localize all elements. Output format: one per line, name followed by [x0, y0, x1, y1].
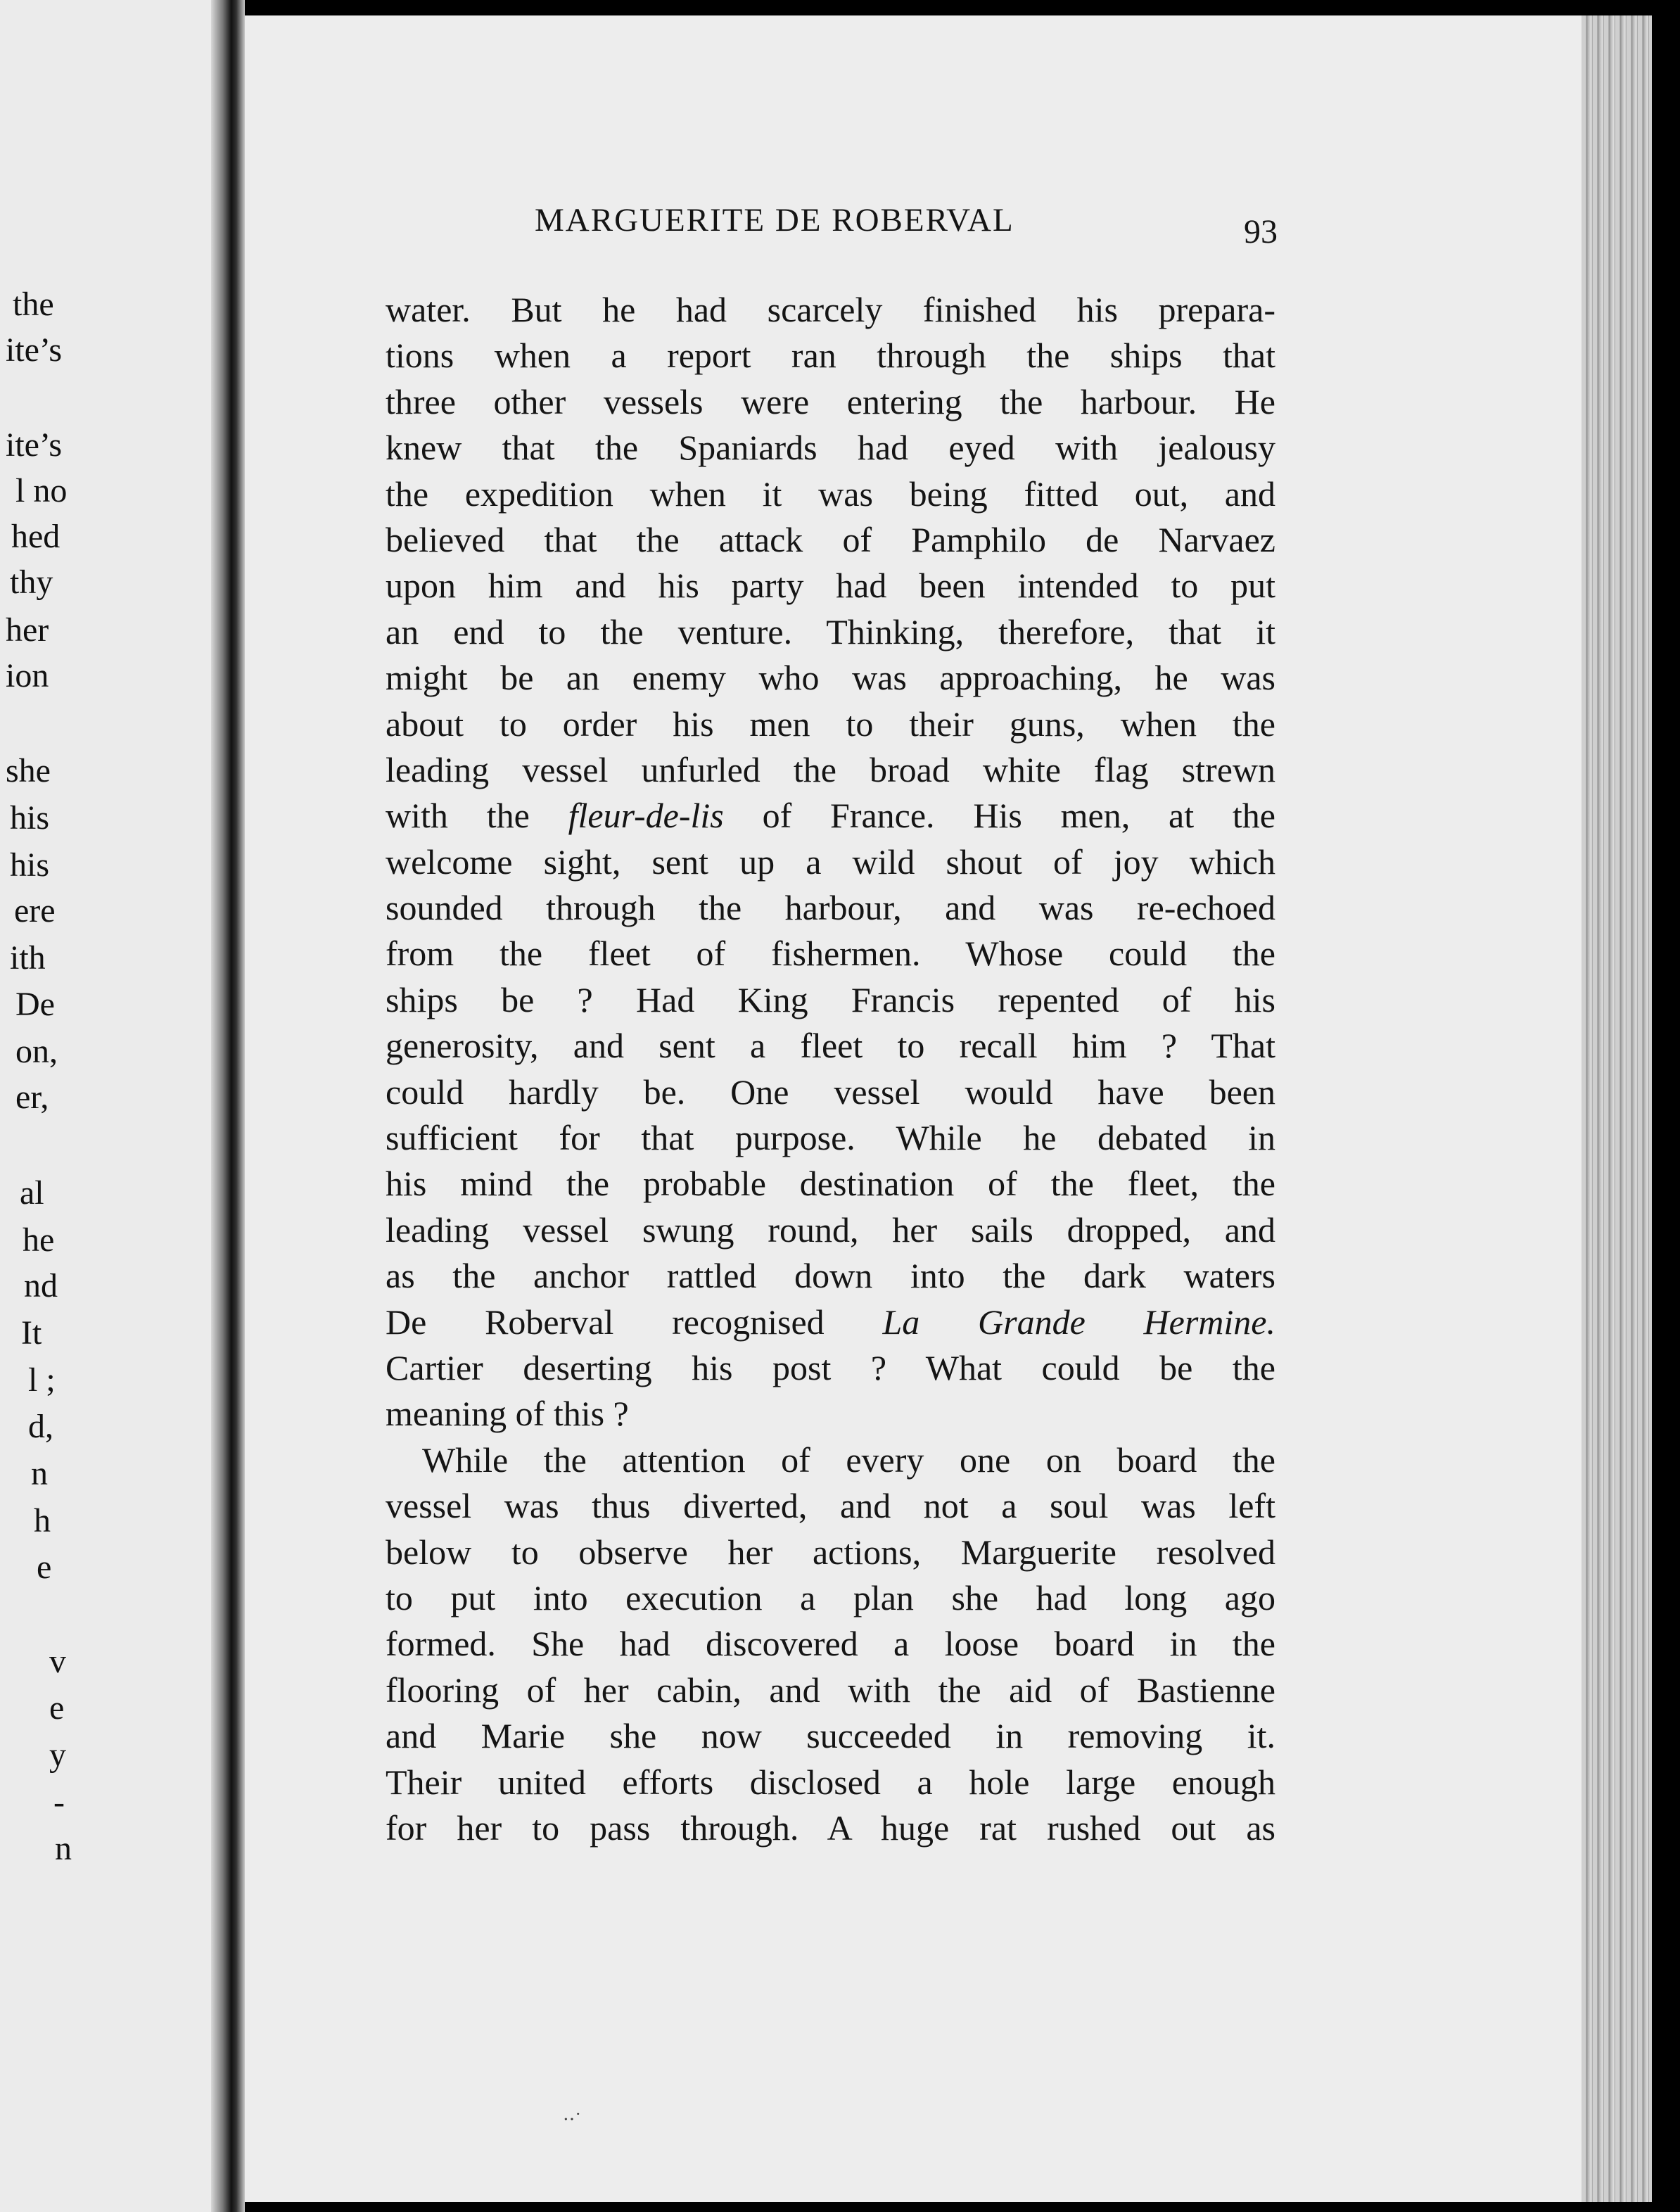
left-page-fragment: she [6, 752, 51, 789]
text-line [386, 379, 1275, 425]
left-page-fragment: er, [15, 1079, 49, 1116]
left-page-fragment: ite’s [6, 331, 62, 369]
text-line [386, 563, 1275, 609]
text-segment: three other vessels were entering the harbour. He [386, 381, 1275, 421]
text-segment: as the anchor rattled down into the dark waters [386, 1256, 1275, 1296]
left-page-fragment: hed [11, 518, 61, 555]
left-page-fragment: v [49, 1643, 66, 1680]
text-segment: and Marie she now succeeded in removing it. [386, 1716, 1275, 1756]
text-segment: sounded through the harbour, and was re-echoed [386, 888, 1275, 928]
left-page-fragment: De [15, 986, 55, 1023]
text-line [386, 1023, 1275, 1069]
left-page-fragment: her [6, 611, 49, 649]
text-line [386, 1713, 1275, 1759]
text-segment: an end to the venture. Thinking, therefore, that it [386, 611, 1275, 651]
text-segment: Cartier deserting his post ? What could be the [386, 1347, 1275, 1387]
text-segment: to put into execution a plan she had long ago [386, 1577, 1275, 1617]
text-segment: about to order his men to their guns, when the [386, 704, 1275, 744]
text-segment: water. But he had scarcely finished his prepara- [386, 290, 1275, 329]
text-line [386, 1345, 1275, 1391]
text-segment: generosity, and sent a fleet to recall him ? That [386, 1026, 1275, 1066]
text-line [386, 1207, 1275, 1253]
left-page-fragment: n [31, 1455, 48, 1492]
left-page-fragment: It [21, 1314, 42, 1352]
text-segment: De Roberval recognised [386, 1302, 883, 1342]
text-line [386, 1161, 1275, 1207]
text-line [386, 471, 1275, 517]
text-segment: meaning of this ? [386, 1394, 629, 1434]
text-line [386, 1483, 1275, 1529]
left-page-text-fragments [0, 0, 211, 2212]
text-segment: Their united efforts disclosed a hole large enough [386, 1762, 1275, 1802]
left-page-fragment: e [37, 1549, 52, 1586]
book-gutter [211, 0, 245, 2212]
text-segment: leading vessel swung round, her sails dropped, and [386, 1209, 1275, 1250]
text-line [386, 1530, 1275, 1575]
text-segment: for her to pass through. A huge rat rushed out as [386, 1807, 1275, 1848]
text-segment: from the fleet of fishermen. Whose could the [386, 934, 1275, 974]
text-line [386, 885, 1275, 931]
text-segment: vessel was thus diverted, and not a soul was left [386, 1486, 1275, 1526]
page-edges [1582, 15, 1652, 2202]
scan-specks: ․․· [563, 2104, 582, 2124]
text-segment: ships be ? Had King Francis repented of his [386, 979, 1275, 1019]
text-line [386, 1805, 1275, 1851]
text-line [386, 1575, 1275, 1621]
text-line [386, 839, 1275, 885]
left-page-fragment: h [34, 1502, 51, 1539]
left-page-fragment: nd [24, 1267, 58, 1304]
body-text [386, 287, 1275, 1851]
text-line [386, 1299, 1275, 1345]
left-page-fragment: d, [28, 1408, 53, 1445]
text-line [386, 609, 1275, 655]
text-line [386, 701, 1275, 747]
text-segment: might be an enemy who was approaching, he was [386, 658, 1275, 698]
text-segment: below to observe her actions, Marguerite resolved [386, 1532, 1275, 1572]
left-page-fragment: the [13, 286, 54, 323]
left-page-fragment: he [23, 1221, 55, 1259]
left-page-fragment: l ; [28, 1361, 56, 1399]
left-page-fragment: n [55, 1830, 72, 1867]
text-segment: tions when a report ran through the ships that [386, 336, 1275, 376]
text-line [386, 1437, 1275, 1483]
italic-text: La Grande Hermine. [882, 1302, 1275, 1342]
text-line [386, 1621, 1275, 1667]
text-line [386, 1253, 1275, 1299]
text-segment: knew that the Spaniards had eyed with jealousy [386, 428, 1275, 468]
page-number: 93 [1244, 213, 1278, 250]
text-line [386, 655, 1275, 701]
text-segment: upon him and his party had been intended to put [386, 566, 1275, 606]
text-line [386, 1115, 1275, 1161]
text-line [386, 1667, 1275, 1713]
text-segment: leading vessel unfurled the broad white flag strewn [386, 749, 1275, 789]
text-segment: with the [386, 796, 568, 836]
left-page-fragment: on, [15, 1033, 58, 1070]
left-page-fragment: ion [6, 657, 49, 694]
text-line [386, 1069, 1275, 1115]
left-page-fragment: thy [10, 564, 53, 601]
text-line [386, 517, 1275, 563]
left-page-fragment: his [10, 846, 50, 884]
text-segment: flooring of her cabin, and with the aid of Bastienne [386, 1670, 1275, 1710]
left-page-fragment: l no [15, 472, 68, 509]
text-line [386, 747, 1275, 793]
left-page-fragment: ith [10, 939, 46, 977]
running-head: MARGUERITE DE ROBERVAL [535, 202, 1014, 239]
left-page-fragment: e [49, 1689, 65, 1727]
text-segment: welcome sight, sent up a wild shout of joy which [386, 841, 1275, 882]
left-page-fragment: his [10, 799, 50, 837]
text-segment: sufficient for that purpose. While he debated in [386, 1118, 1275, 1158]
italic-text: fleur-de-lis [568, 796, 724, 836]
text-line [386, 425, 1275, 471]
text-line [386, 977, 1275, 1023]
text-segment: formed. She had discovered a loose board in the [386, 1624, 1275, 1664]
text-line [386, 287, 1275, 333]
text-line [386, 793, 1275, 839]
text-segment: believed that the attack of Pamphilo de Narvaez [386, 519, 1275, 559]
left-page-fragment: ere [14, 892, 56, 929]
text-line [386, 931, 1275, 977]
text-segment: While the attention of every one on board the [422, 1439, 1275, 1480]
left-page-fragment: - [53, 1784, 65, 1821]
text-segment: could hardly be. One vessel would have been [386, 1072, 1275, 1112]
text-line [386, 1760, 1275, 1805]
left-page-fragment: y [49, 1736, 66, 1774]
left-page [0, 0, 211, 2212]
left-page-fragment: al [20, 1174, 44, 1212]
left-page-fragment: ite’s [6, 426, 62, 464]
text-segment: the expedition when it was being fitted out, and [386, 473, 1275, 514]
text-line [386, 1391, 1275, 1437]
text-line [386, 333, 1275, 379]
text-segment: his mind the probable destination of the fleet, the [386, 1164, 1275, 1204]
text-segment: of France. His men, at the [723, 796, 1275, 836]
